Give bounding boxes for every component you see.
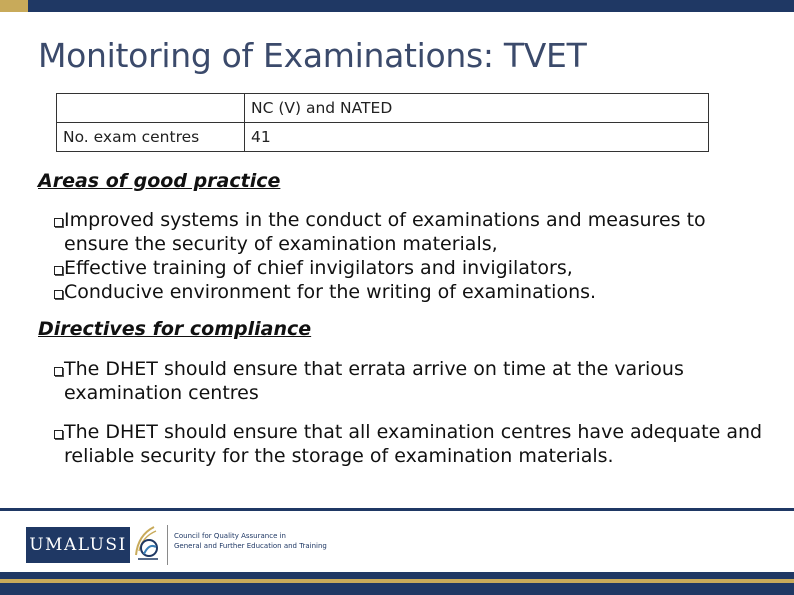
directives-list: [56, 357, 771, 483]
slide-title: Monitoring of Examinations: TVET: [38, 36, 587, 75]
good-practice-list: [56, 208, 771, 304]
list-item: [56, 280, 771, 304]
table-row: [57, 123, 709, 152]
footer-divider: [167, 525, 168, 565]
list-item-text: Effective training of chief invigilators and invigilators,: [64, 257, 573, 279]
table-cell-label: No. exam centres: [57, 123, 245, 152]
bullet-square-icon: [54, 218, 63, 227]
umalusi-logo: UMALUSI: [26, 527, 130, 563]
list-item-text: The DHET should ensure that errata arrive on time at the various examination centres: [64, 358, 684, 404]
list-item: [56, 208, 771, 256]
table-header-cell: [57, 94, 245, 123]
bullet-square-icon: [54, 290, 63, 299]
bullet-square-icon: [54, 430, 63, 439]
centres-table: [56, 93, 709, 152]
tagline-line-1: Council for Quality Assurance in: [174, 532, 286, 540]
list-item-text: Improved systems in the conduct of examinations and measures to ensure the security of examination materials,: [64, 209, 706, 255]
list-item-text: The DHET should ensure that all examination centres have adequate and reliable security for the storage of examination materials.: [64, 421, 763, 467]
table-header-cell: NC (V) and NATED: [245, 94, 709, 123]
umalusi-emblem-icon: [132, 521, 162, 565]
top-banner-accent: [0, 0, 28, 12]
footer-tagline: [174, 531, 327, 551]
list-item: [56, 420, 771, 468]
bullet-square-icon: [54, 367, 63, 376]
list-item: [56, 256, 771, 280]
bottom-banner: [0, 572, 794, 595]
table-header-row: [57, 94, 709, 123]
good-practice-heading: Areas of good practice: [38, 170, 281, 192]
tagline-line-2: General and Further Education and Training: [174, 542, 327, 550]
directives-heading: Directives for compliance: [38, 318, 312, 340]
bullet-square-icon: [54, 266, 63, 275]
table-cell-value: 41: [245, 123, 709, 152]
bottom-banner-stripe: [0, 579, 794, 583]
top-banner: [0, 0, 794, 12]
list-item: [56, 357, 771, 405]
list-item-text: Conducive environment for the writing of examinations.: [64, 281, 597, 303]
